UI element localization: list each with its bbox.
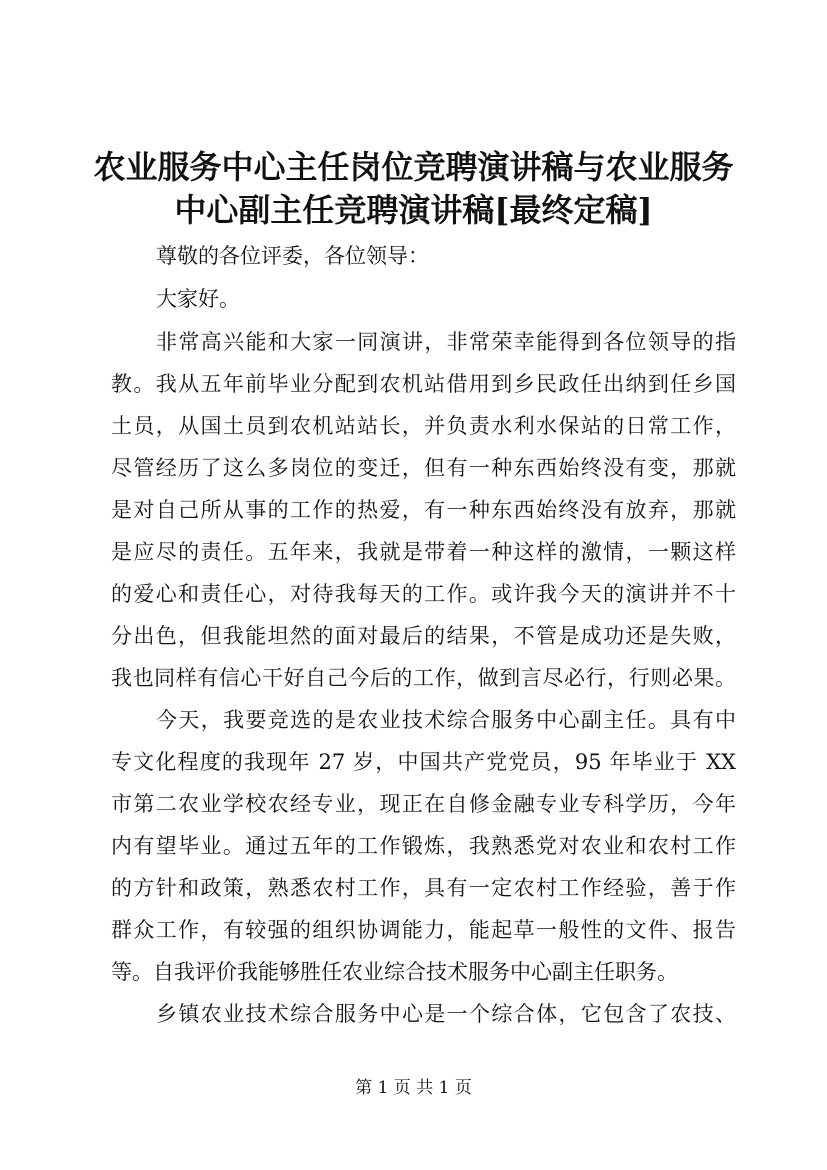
body-line: 的方针和政策，熟悉农村工作，具有一定农村工作经验，善于作 <box>111 876 736 900</box>
body-line: 专文化程度的我现年 27 岁，中国共产党党员，95 年毕业于 XX <box>111 750 736 774</box>
body-line: 非常高兴能和大家一同演讲，非常荣幸能得到各位领导的指 <box>156 330 736 354</box>
body-line: 是应尽的责任。五年来，我就是带着一种这样的激情，一颗这样 <box>111 540 736 564</box>
body-line: 分出色，但我能坦然的面对最后的结果，不管是成功还是失败， <box>111 624 736 648</box>
body-line: 尽管经历了这么多岗位的变迁，但有一种东西始终没有变，那就 <box>111 456 736 480</box>
body-line: 市第二农业学校农经专业，现正在自修金融专业专科学历，今年 <box>111 792 736 816</box>
document-title-line-1: 农业服务中心主任岗位竞聘演讲稿与农业服务 <box>93 148 734 186</box>
body-line: 内有望毕业。通过五年的工作锻炼，我熟悉党对农业和农村工作 <box>111 834 736 858</box>
body-line: 等。自我评价我能够胜任农业综合技术服务中心副主任职务。 <box>111 960 678 984</box>
body-line: 教。我从五年前毕业分配到农机站借用到乡民政任出纳到任乡国 <box>111 372 736 396</box>
body-line: 的爱心和责任心，对待我每天的工作。或许我今天的演讲并不十 <box>111 582 736 606</box>
body-line: 乡镇农业技术综合服务中心是一个综合体，它包含了农技、 <box>156 1002 736 1026</box>
body-line: 土员，从国土员到农机站站长，并负责水利水保站的日常工作， <box>111 414 736 438</box>
greeting: 大家好。 <box>156 287 240 311</box>
body-line: 我也同样有信心干好自己今后的工作，做到言尽必行，行则必果。 <box>111 666 736 690</box>
salutation: 尊敬的各位评委，各位领导： <box>156 244 429 268</box>
body-line: 群众工作，有较强的组织协调能力，能起草一般性的文件、报告 <box>111 918 736 942</box>
body-line: 今天，我要竞选的是农业技术综合服务中心副主任。具有中 <box>156 708 736 732</box>
page-number-footer: 第 1 页 共 1 页 <box>355 1078 472 1098</box>
body-line: 是对自己所从事的工作的热爱，有一种东西始终没有放弃，那就 <box>111 498 736 522</box>
document-title-line-2: 中心副主任竞聘演讲稿[最终定稿] <box>174 191 653 229</box>
